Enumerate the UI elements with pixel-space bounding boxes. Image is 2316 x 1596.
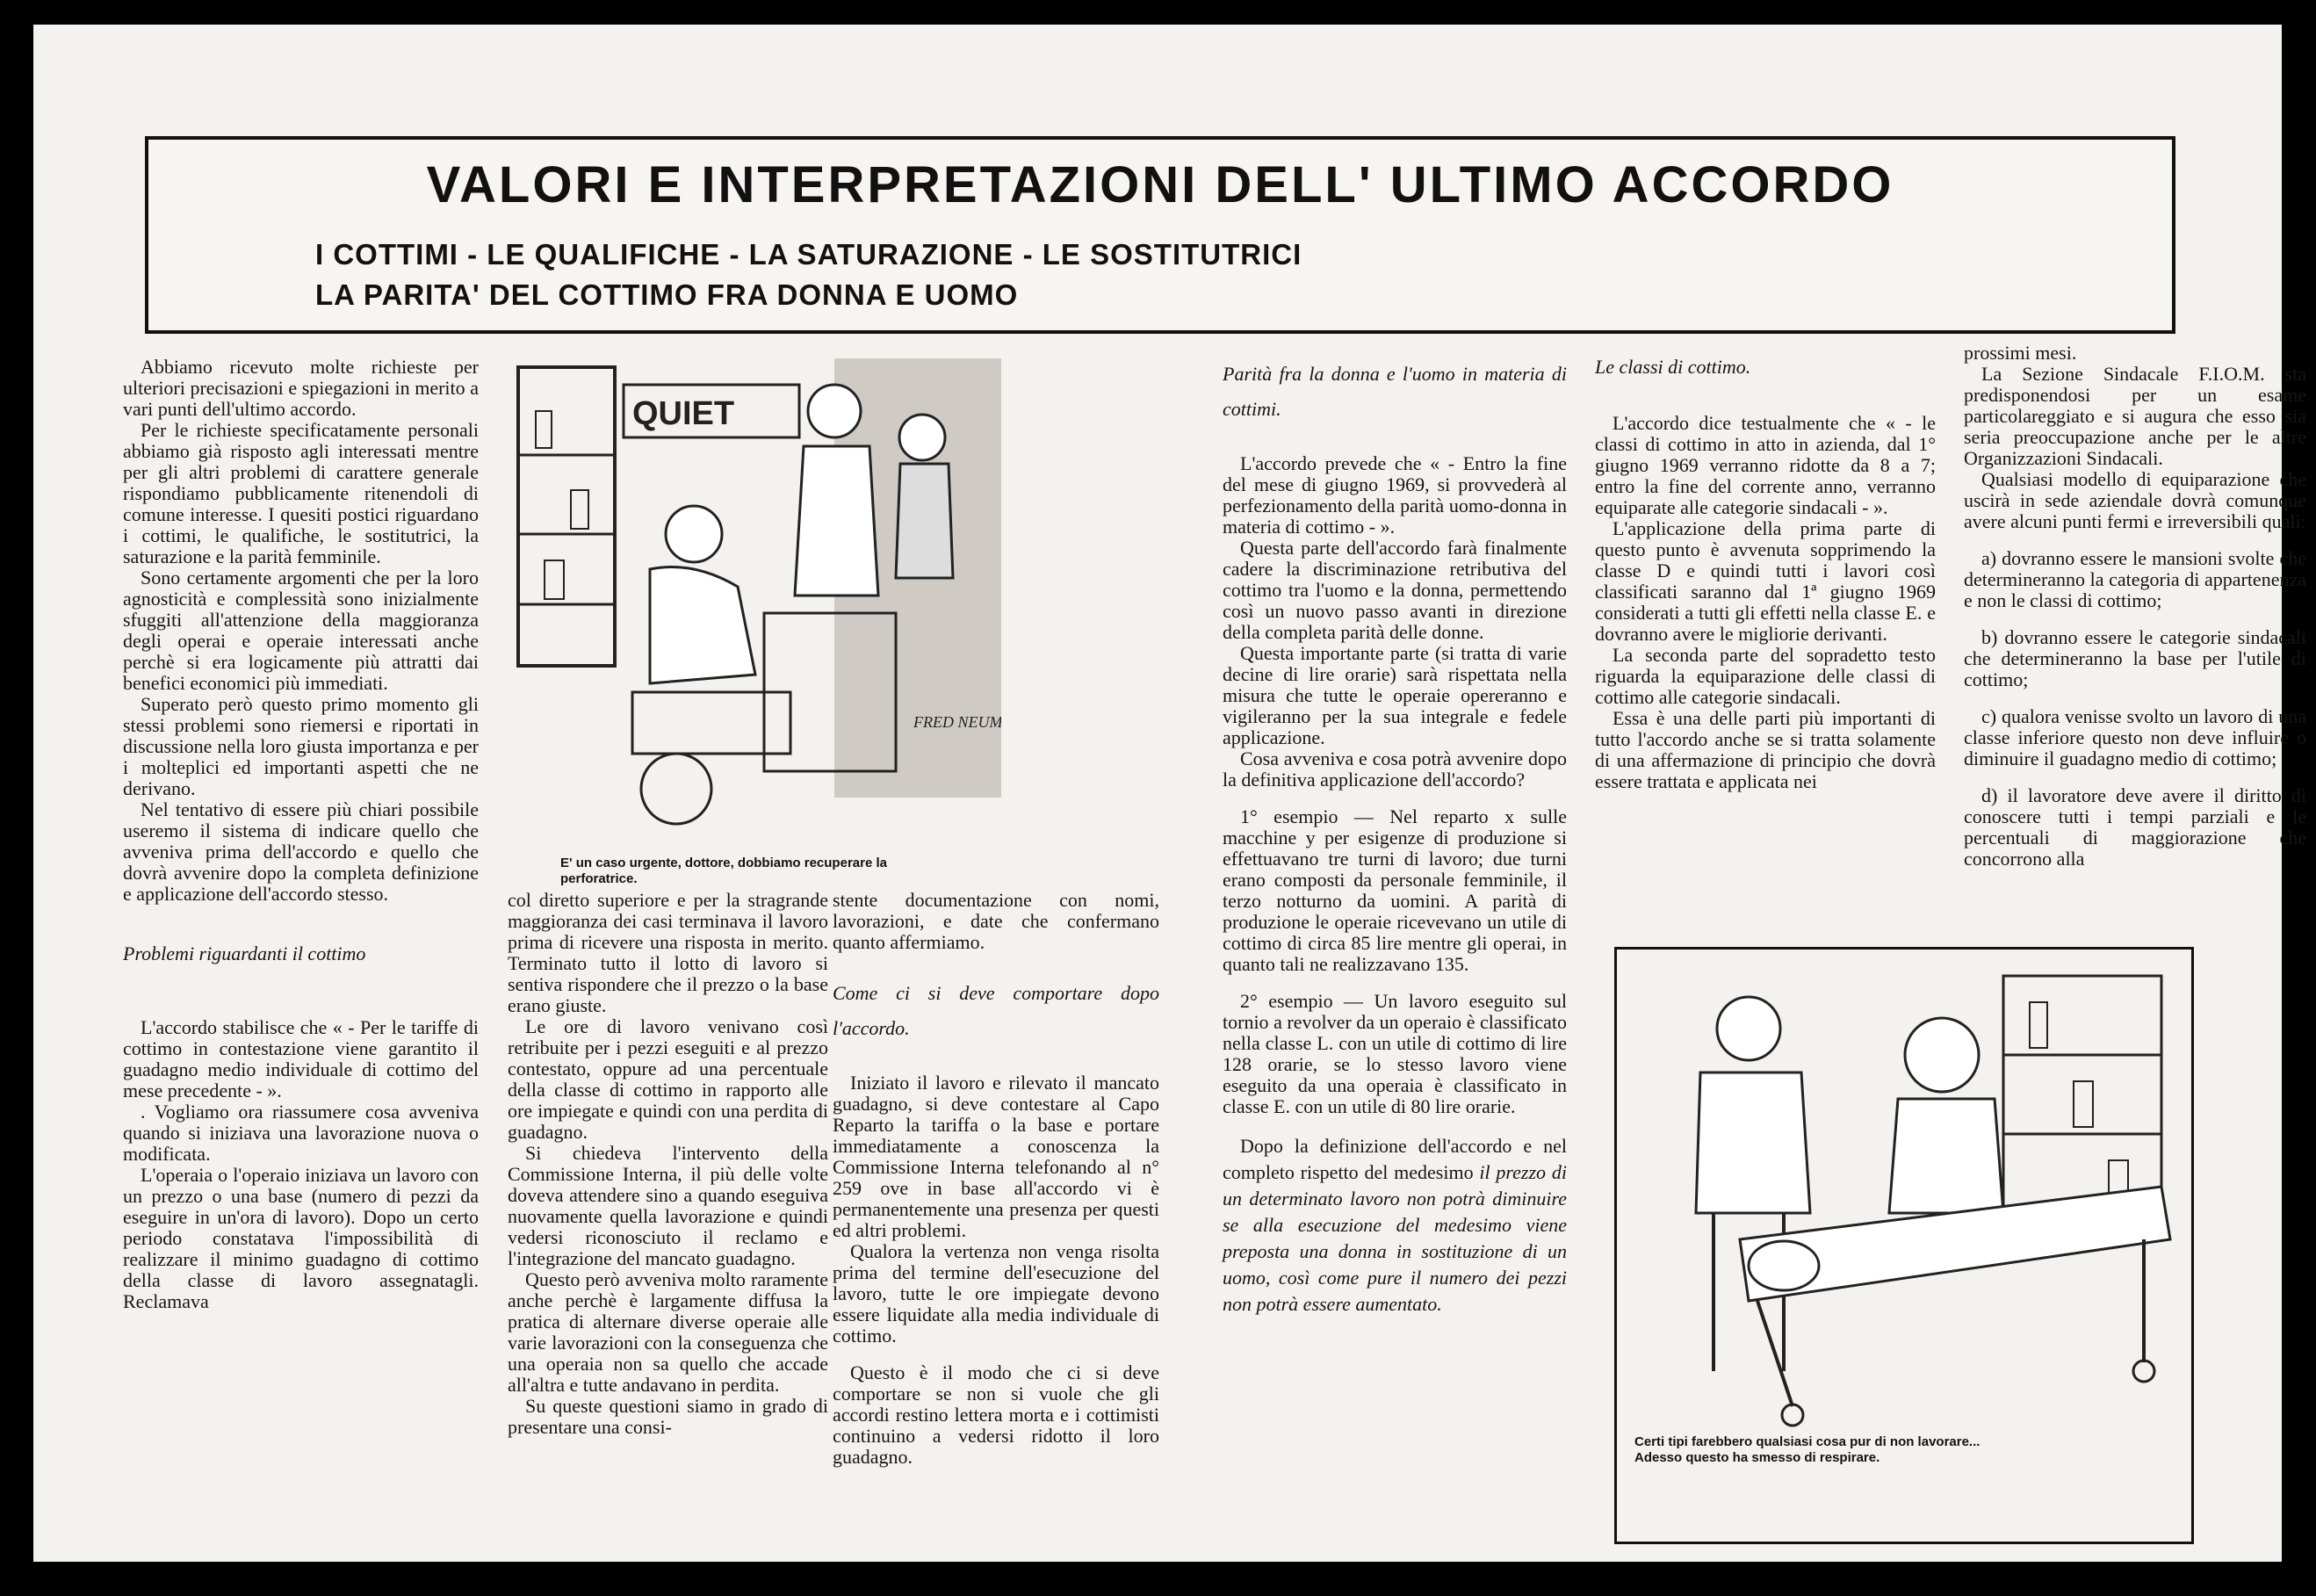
paragraph: Questo però avveniva molto raramente anche perchè è largamente diffusa la pratica di alternare diverse operaie alle varie lavorazioni con la conseguenza che una operaia non sa quello che accade all'altra e tutte andavano in perdita.: [508, 1268, 828, 1396]
paragraph: 2° esempio — Un lavoro eseguito sul tornio a revolver da un operaio è classificato nella classe L. con un utile di cottimo di lire 128 orarie, se lo stesso lavoro viene eseguito da una operaia è classificato in classe E. con un utile di 80 lire orarie.: [1223, 990, 1567, 1117]
paragraph: . Vogliamo ora riassumere cosa avveniva quando si iniziava una lavorazione nuova o modificata.: [123, 1101, 479, 1165]
column-1: [123, 357, 479, 1312]
paragraph: Qualora la vertenza non venga risolta prima del termine dell'esecuzione del lavoro, tutte le ore impiegate devono essere liquidate alla media individuale di cottimo.: [833, 1240, 1159, 1347]
paragraph: Iniziato il lavoro e rilevato il mancato guadagno, si deve contestare al Capo Reparto la tariffa o la base e portare immediatamente a conoscenza la Commissione Interna telefonando al n° 259 ove in base all'accordo vi è permanentemente una presenza per questi ed altri problemi.: [833, 1072, 1159, 1241]
sign-text: QUIET: [632, 395, 735, 432]
cartoon-illustration: [1617, 950, 2191, 1441]
cartoon-caption: E' un caso urgente, dottore, dobbiamo recuperare la perforatrice.: [560, 856, 887, 886]
list-item: b) dovranno essere le categorie sindacali che determineranno la base per l'utile di cottimo;: [1964, 626, 2306, 690]
paragraph: L'accordo dice testualmente che « - le classi di cottimo in atto in azienda, dal 1° giugno 1969 verranno ridotte da 8 a 7; entro la fine del corrente anno, verranno equiparate alle categorie sindacali - ».: [1595, 412, 1936, 518]
list-item: d) il lavoratore deve avere il diritto di conoscere tutti i tempi parziali e le percentuali di maggiorazione che concorrono alla: [1964, 784, 2306, 870]
paragraph: Sono certamente argomenti che per la loro agnosticità e complessità sono inizialmente sfuggiti all'attenzione della maggioranza degli operai e operaie interessati anche perchè si era logicamente più attratti dai benefici economici più immediati.: [123, 567, 479, 694]
section-heading: Le classi di cottimo.: [1595, 356, 1751, 378]
paragraph: Le ore di lavoro venivano così retribuite per i pezzi eseguiti e al prezzo contestato, oppure ad una percentuale della classe di cottimo in rapporto alle ore impiegate e quindi con una perdita di guadagno.: [508, 1015, 828, 1143]
paragraph: prossimi mesi.: [1964, 342, 2077, 364]
section-heading: Problemi riguardanti il cottimo: [123, 942, 366, 964]
paragraph: Si chiedeva l'intervento della Commissione Interna, il più delle volte doveva attendere sino a quando eseguiva nuovamente quella lavorazione e quindi vedersi riconosciuto il reclamo e l'integrazione del mancato guadagno.: [508, 1142, 828, 1269]
paragraph: La seconda parte del sopradetto testo riguarda la equiparazione delle classi di cottimo alle categorie sindacali.: [1595, 644, 1936, 708]
paragraph: col diretto superiore e per la stragrande maggioranza dei casi terminava il lavoro prima di ricevere una risposta in merito. Terminato tutto il lotto di lavoro si sentiva rispondere che il prezzo o la base erano giuste.: [508, 889, 828, 1016]
paragraph: Questa parte dell'accordo farà finalmente cadere la discriminazione retributiva del cottimo tra l'uomo e la donna, permettendo così un nuovo passo avanti in direzione della completa parità delle donne.: [1223, 537, 1567, 643]
paragraph: Questa importante parte (si tratta di varie decine di lire orarie) sarà rispettata nella misura che tutte le operaie opereranno e vigileranno per la sua integrale e fedele applicazione.: [1223, 642, 1567, 748]
paragraph: Nel tentativo di essere più chiari possibile useremo il sistema di indicare quello che avveniva prima dell'accordo e quello che dovrà avvenire dopo la completa definizione e applicazione dell'accordo stesso.: [123, 798, 479, 905]
cartoon-doctor-office: [501, 358, 1001, 850]
paragraph: Superato però questo primo momento gli stessi problemi sono riemersi e riportati in discussione nella loro giusta importanza e per i molteplici ed importanti aspetti che ne derivano.: [123, 693, 479, 799]
paragraph: Essa è una delle parti più importanti di tutto l'accordo anche se si tratta solamente di una affermazione di principio che dovrà essere trattata e applicata nei: [1595, 707, 1936, 792]
cartoon-operating-table: [1614, 947, 2194, 1544]
subheadline-1: I COTTIMI - LE QUALIFICHE - LA SATURAZIONE - LE SOSTITUTRICI: [315, 238, 1302, 271]
newspaper-page: [33, 25, 2306, 1562]
cartoon-illustration: [501, 358, 1001, 850]
column-5: [1595, 357, 1936, 792]
paragraph: 1° esempio — Nel reparto x sulle macchine y per esigenze di produzione si effettuavano tre turni di lavoro; due turni erano composti da personale femminile, il terzo notturno da uomini. A parità di produzione le operaie ricevevano un utile di cottimo di circa 85 lire mentre gli operai, in quanto tali ne realizzavano 135.: [1223, 805, 1567, 975]
paragraph: Per le richieste specificatamente personali abbiamo già risposto agli interessati mentre per gli altri problemi di carattere generale rispondiamo pubblicamente ritenendoli di comune interesse. I quesiti postici riguardano i cottimi, le qualifiche, le sostitutrici, la saturazione e la parità femminile.: [123, 419, 479, 567]
section-heading: Come ci si deve comportare dopo l'accordo.: [833, 982, 1159, 1039]
bleed-through: [130, 174, 141, 218]
section-heading: Parità fra la donna e l'uomo in materia di cottimi.: [1223, 363, 1567, 420]
cartoon-signature: FRED NEUM: [913, 713, 1001, 731]
paragraph: Cosa avveniva e cosa potrà avvenire dopo la definitiva applicazione dell'accordo?: [1223, 747, 1567, 791]
column-2: [508, 890, 828, 1438]
column-6: [1964, 343, 2306, 870]
cartoon-caption: Certi tipi farebbero qualsiasi cosa pur di non lavorare... Adesso questo ha smesso di respirare.: [1634, 1434, 1981, 1465]
paragraph: stente documentazione con nomi, lavorazioni, e date che confermano quanto affermiamo.: [833, 889, 1159, 953]
paragraph: L'operaia o l'operaio iniziava un lavoro con un prezzo o una base (numero di pezzi da eseguire in un'ora di lavoro). Dopo un certo periodo constatava l'impossibilità di realizzare il minimo guadagno di cottimo della classe di lavoro assegnatagli. Reclamava: [123, 1164, 479, 1312]
paragraph: La Sezione Sindacale F.I.O.M. sta predisponendosi per un esame particolareggiato e si augura che esso sia seria preoccupazione anche per le altre Organizzazioni Sindacali.: [1964, 363, 2306, 469]
list-item: a) dovranno essere le mansioni svolte che determineranno la categoria di appartenenza e non le classi di cottimo;: [1964, 547, 2306, 611]
paragraph: Su queste questioni siamo in grado di presentare una consi-: [508, 1395, 828, 1438]
paragraph-text: Dopo la definizione dell'accordo e nel completo rispetto del medesimo: [1223, 1135, 1567, 1183]
list-item: c) qualora venisse svolto un lavoro di una classe inferiore questo non deve influire o diminuire il guadagno medio di cottimo;: [1964, 705, 2306, 769]
subheadline-2: LA PARITA' DEL COTTIMO FRA DONNA E UOMO: [315, 278, 1019, 311]
headline-box: [145, 136, 2175, 334]
paragraph: [1223, 1133, 1567, 1318]
paragraph: L'accordo stabilisce che « - Per le tariffe di cottimo in contestazione viene garantito il guadagno medio individuale di cottimo del mese precedente - ».: [123, 1016, 479, 1101]
paragraph: Abbiamo ricevuto molte richieste per ulteriori precisazioni e spiegazioni in merito a vari punti dell'ultimo accordo.: [123, 356, 479, 420]
paragraph: Questo è il modo che ci si deve comportare se non si vuole che gli accordi restino lettera morta e i cottimisti continuino a vedersi ridotto il loro guadagno.: [833, 1361, 1159, 1468]
paragraph: L'applicazione della prima parte di questo punto è avvenuta sopprimendo la classe D e quindi tutti i lavori così classificati saranno dal 1ª giugno 1969 considerati a tutti gli effetti nella classe E. e dovranno avere le migliorie derivanti.: [1595, 517, 1936, 645]
paragraph-emphasis: il prezzo di un determinato lavoro non potrà diminuire se alla esecuzione del medesimo viene preposta una donna in sostituzione di un uomo, così come pure il numero dei pezzi non potrà essere aumentato.: [1223, 1161, 1567, 1315]
column-4: [1223, 357, 1567, 1318]
paragraph: Qualsiasi modello di equiparazione che uscirà in sede aziendale dovrà comunque avere alcuni punti fermi e irreversibili quali:: [1964, 468, 2306, 532]
column-3: [833, 890, 1159, 1468]
paragraph: L'accordo prevede che « - Entro la fine del mese di giugno 1969, si provvederà al perfezionamento della parità uomo-donna in materia di cottimo - ».: [1223, 452, 1567, 538]
headline: VALORI E INTERPRETAZIONI DELL' ULTIMO ACCORDO: [426, 156, 1894, 213]
